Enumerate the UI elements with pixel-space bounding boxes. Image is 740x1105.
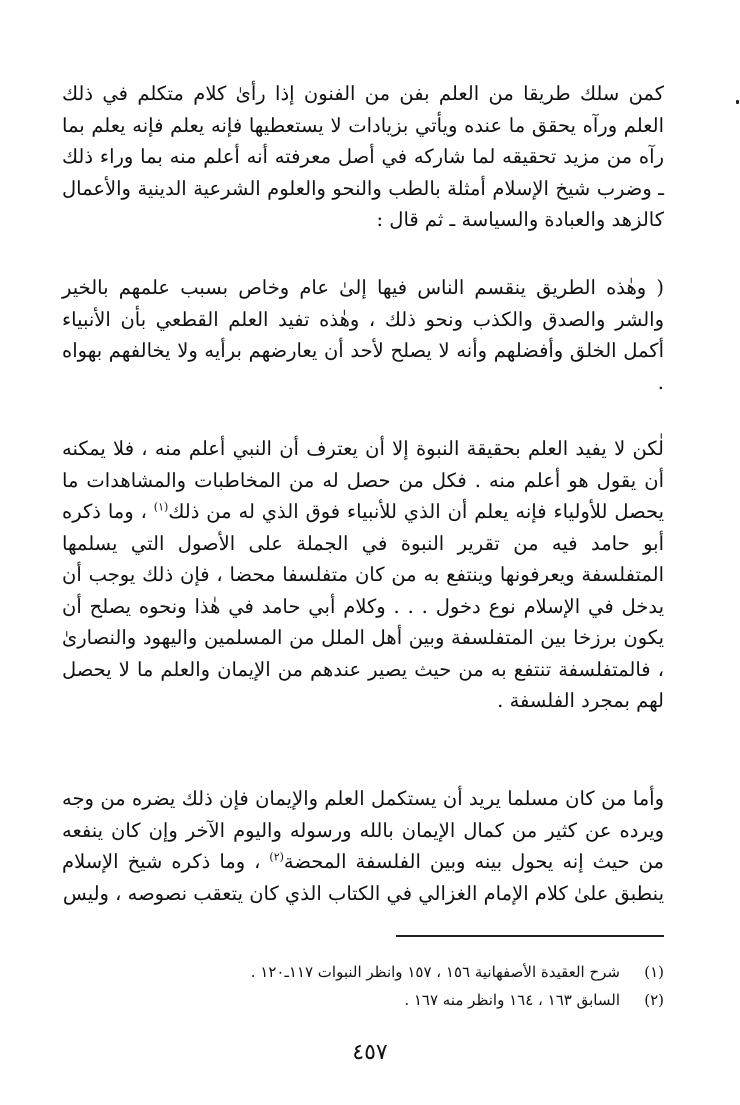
paragraph-3 (62, 433, 664, 717)
paragraph-1: كمن سلك طريقا من العلم بفن من الفنون إذا رأىٰ كلام متكلم في ذلك العلم ورآه يحقق ما عنده ويأتي بزيادات لا يستعطيها فإنه يعلم فإنه يعلم بما رآه من مزيد تحقيقه لما شاركه في أصل معرفته أنه أعلم منه بما وراء ذلك ـ وضرب شيخ الإسلام أمثلة بالطب والنحو والعلوم الشرعية الدينية والأعمال كالزهد والعبادة والسياسة ـ ثم قال : (62, 82, 664, 231)
paragraph-3-text-b: ، وما ذكره أبو حامد فيه من تقرير النبوة في الجملة على الأصول التي يسلمها المتفلسفة ويعرفونها وينتفع به من كان متفلسفا محضا ، فإن ذلك يوجب أن يدخل في الإسلام نوع دخول . . . وكلام أبي حامد في هٰذا ونحوه يصلح أن يكون برزخا بين المتفلسفة وبين أهل الملل من المسلمين واليهود والنصارىٰ ، فالمتفلسفة تنتفع به من حيث يصير عندهم من الإيمان والعلم ما لا يحصل لهم بمجرد الفلسفة . (62, 500, 664, 712)
footnote-2 (160, 986, 664, 1014)
margin-mark (736, 100, 739, 104)
footnote-1 (160, 958, 664, 986)
footnote-marker-1: (١) (153, 500, 169, 514)
footnote-2-text: السابق ١٦٣ ، ١٦٤ وانظر منه ١٦٧ . (404, 991, 620, 1009)
footnote-1-number: (١) (644, 963, 664, 981)
footnote-2-number: (٢) (644, 991, 664, 1009)
footnote-1-text: شرح العقيدة الأصفهانية ١٥٦ ، ١٥٧ وانظر النبوات ١١٧ـ١٢٠ . (250, 963, 620, 981)
footnote-marker-2: (٢) (269, 850, 284, 864)
paragraph-4-text-a: وأما من كان مسلما يريد أن يستكمل العلم والإيمان فإن ذلك يضره من وجه ويرده عن كثير من كمال الإيمان بالله ورسوله واليوم الآخر وإن كان ينفعه من حيث إنه يحول بينه وبين الفلسفة المحضة (62, 787, 664, 873)
paragraph-4 (62, 783, 664, 909)
footnote-separator (396, 935, 664, 937)
footnotes (160, 958, 664, 1014)
quote-paragraph: ( وهٰذه الطريق ينقسم الناس فيها إلىٰ عام وخاص بسبب علمهم بالخير والشر والصدق والكذب ونحو ذلك ، وهٰذه تفيد العلم القطعي بأن الأنبياء أكمل الخلق وأفضلهم وأنه لا يصلح لأحد أن يعارضهم برأيه ولا يخالفهم بهواه . (62, 276, 664, 394)
paragraph-4-text-b: ، وما ذكره شيخ الإسلام ينطبق علىٰ كلام الإمام الغزالي في الكتاب الذي كان يتعقب نصوصه ، وليس (62, 850, 664, 905)
page-number: ٤٥٧ (352, 1040, 388, 1065)
paragraph-3-text-a: لٰكن لا يفيد العلم بحقيقة النبوة إلا أن يعترف أن النبي أعلم منه ، فلا يمكنه أن يقول هو أعلم منه . فكل من حصل له من المخاطبات والمشاهدات ما يحصل للأولياء فإنه يعلم أن الذي للأنبياء فوق الذي له من ذلك (62, 437, 665, 523)
